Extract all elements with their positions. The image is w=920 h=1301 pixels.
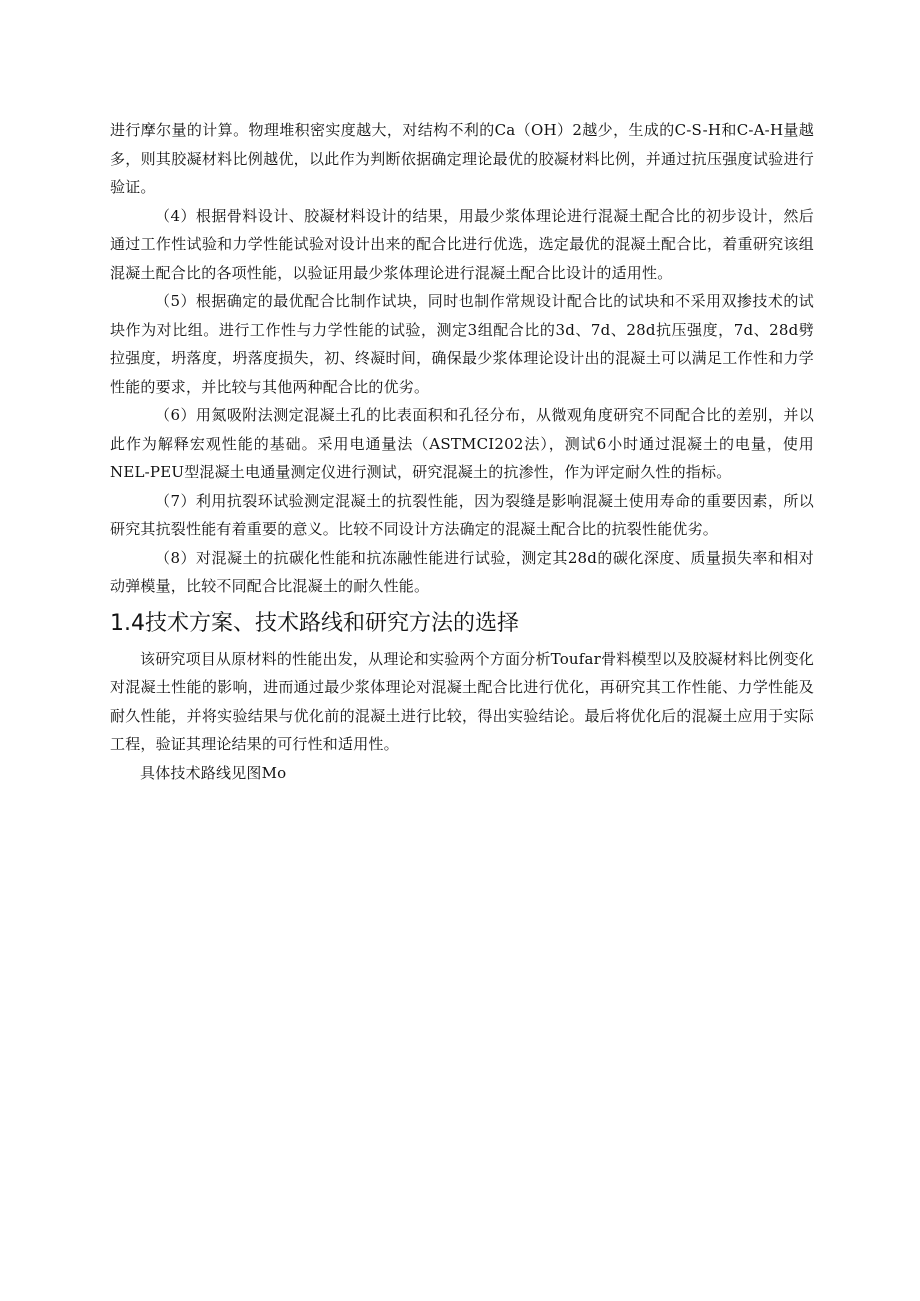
paragraph-continuation: 进行摩尔量的计算。物理堆积密实度越大，对结构不利的Ca（OH）2越少，生成的C-S-H和C-A-H量越多，则其胶凝材料比例越优，以此作为判断依据确定理论最优的胶凝材料比例，并通过抗压强度试验进行验证。: [110, 121, 814, 196]
paragraph-item-6: （6）用氮吸附法测定混凝土孔的比表面积和孔径分布，从微观角度研究不同配合比的差别，并以此作为解释宏观性能的基础。采用电通量法（ASTMCI202法），测试6小时通过混凝土的电量，使用NEL-PEU型混凝土电通量测定仪进行测试，研究混凝土的抗渗性，作为评定耐久性的指标。: [110, 406, 814, 481]
document-page: [110, 116, 814, 787]
paragraph-item-8: （8）对混凝土的抗碳化性能和抗冻融性能进行试验，测定其28d的碳化深度、质量损失率和相对动弹模量，比较不同配合比混凝土的耐久性能。: [110, 548, 814, 595]
paragraph-figure-reference: 具体技术路线见图Mo: [140, 763, 287, 782]
paragraph-overview: 该研究项目从原材料的性能出发，从理论和实验两个方面分析Toufar骨料模型以及胶凝材料比例变化对混凝土性能的影响，进而通过最少浆体理论对混凝土配合比进行优化，再研究其工作性能、力学性能及耐久性能，并将实验结果与优化前的混凝土进行比较，得出实验结论。最后将优化后的混凝土应用于实际工程，验证其理论结果的可行性和适用性。: [110, 649, 814, 753]
paragraph-item-5: （5）根据确定的最优配合比制作试块，同时也制作常规设计配合比的试块和不采用双掺技术的试块作为对比组。进行工作性与力学性能的试验，测定3组配合比的3d、7d、28d抗压强度，7d、28d劈拉强度，坍落度，坍落度损失，初、终凝时间，确保最少浆体理论设计出的混凝土可以满足工作性和力学性能的要求，并比较与其他两种配合比的优劣。: [110, 292, 814, 396]
paragraph-item-4: （4）根据骨料设计、胶凝材料设计的结果，用最少浆体理论进行混凝土配合比的初步设计，然后通过工作性试验和力学性能试验对设计出来的配合比进行优选，选定最优的混凝土配合比，着重研究该组混凝土配合比的各项性能，以验证用最少浆体理论进行混凝土配合比设计的适用性。: [110, 206, 814, 282]
paragraph-item-7: （7）利用抗裂环试验测定混凝土的抗裂性能，因为裂缝是影响混凝土使用寿命的重要因素，所以研究其抗裂性能有着重要的意义。比较不同设计方法确定的混凝土配合比的抗裂性能优劣。: [110, 491, 814, 538]
section-heading: 1.4技术方案、技术路线和研究方法的选择: [110, 610, 519, 636]
